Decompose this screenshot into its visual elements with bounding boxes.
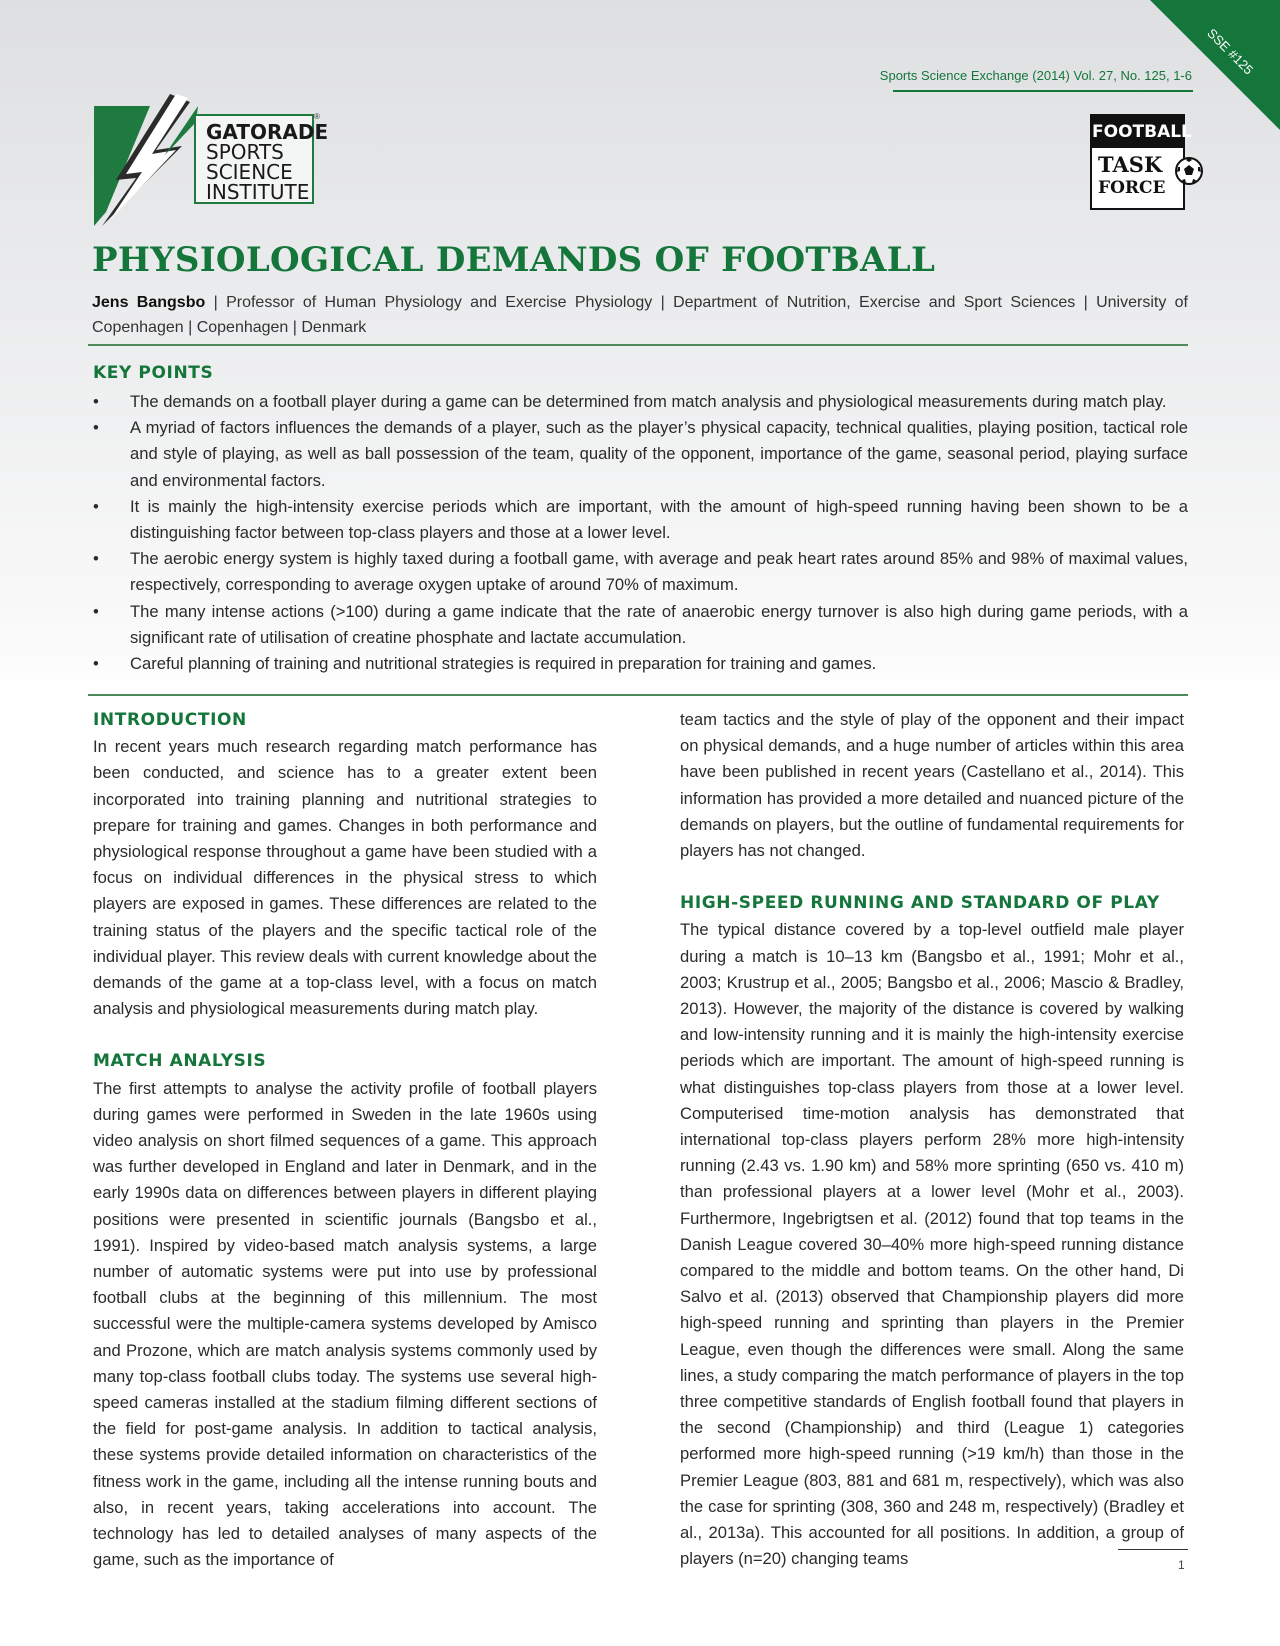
- key-points-list: [93, 389, 1188, 677]
- right-column: [680, 707, 1184, 1573]
- match-analysis-heading: MATCH ANALYSIS: [93, 1051, 267, 1072]
- registered-mark: ®: [314, 112, 320, 121]
- key-points-section: [93, 363, 1188, 677]
- football-task-force-badge: [1090, 114, 1200, 210]
- high-speed-running-paragraph: The typical distance covered by a top-level outfield male player during a match is 10–13 km (Bangsbo et al., 1991; Mohr et al., 2003; Krustrup et al., 2005; Bangsbo et al., 2006; Mascio & Bradley, 2013). However, the majority of the distance is covered by walking and low-intensity running and it is mainly the high-intensity exercise periods which are important. The amount of high-speed running is what distinguishes top-class players from those at a lower level. Computerised time-motion analysis has demonstrated that international top-class players perform 28% more high-intensity running (2.43 vs. 1.90 km) and 58% more sprinting (650 vs. 410 m) than professional players at a lower level (Mohr et al., 2003). Furthermore, Ingebrigtsen et al. (2012) found that top teams in the Danish League covered 30–40% more high-speed running distance compared to the middle and bottom teams. On the other hand, Di Salvo et al. (2013) observed that Championship players did more high-speed running and sprinting than players in the Premier League, even though the differences were small. Along the same lines, a study comparing the match performance of players in the top three competitive standards of English football found that players in the second (Championship) and third (League 1) categories performed more high-speed running (>19 km/h) than those in the Premier League (803, 881 and 681 m, respectively), which was also the case for sprinting (308, 360 and 248 m, respectively) (Bradley et al., 2013a). This accounted for all positions. In addition, a group of players (n=20) changing teams: [680, 920, 1184, 1569]
- introduction-paragraph: In recent years much research regarding match performance has been conducted, and science has to a greater extent been incorporated into training planning and nutritional strategies to prepare for training and games. Changes in both performance and physiological response throughout a game have been studied with a focus on individual differences in the physical stress to which players are exposed in games. These differences are related to the training status of the players and the specific tactical role of the individual player. This review deals with current knowledge about the demands of the game at a top-class level, with a focus on match analysis and physiological measurements during match play.: [93, 737, 597, 1019]
- logo-line-gatorade: GATORADE: [206, 120, 329, 144]
- badge-task-label: TASK: [1098, 152, 1163, 177]
- issue-label: SSE #125: [1204, 25, 1257, 78]
- key-point-item: • It is mainly the high-intensity exercise periods which are important, with the amount of high-speed running having been shown to be a distinguishing factor between top-class players and those at a lower level.: [93, 494, 1188, 546]
- logo-line-institute: INSTITUTE: [206, 180, 310, 204]
- introduction-heading: INTRODUCTION: [93, 710, 247, 730]
- badge-force-label: FORCE: [1098, 178, 1166, 198]
- author-byline: [92, 290, 1188, 340]
- logo-wordmark: [194, 114, 329, 204]
- gatorade-logo: [92, 94, 332, 226]
- left-column: [93, 707, 597, 1574]
- lightning-bolt-icon: [92, 94, 202, 226]
- key-point-item: • The demands on a football player during a game can be determined from match analysis and physiological measurements during match play.: [93, 389, 1188, 415]
- badge-football-label: FOOTBALL: [1092, 116, 1183, 148]
- page-number: 1: [1178, 1558, 1185, 1572]
- corner-ribbon: [1150, 0, 1280, 130]
- author-name: Jens Bangsbo: [92, 294, 206, 311]
- key-point-item: • The many intense actions (>100) during a game indicate that the rate of anaerobic energy turnover is also high during game periods, with a significant rate of utilisation of creatine phosphate and lactate accumulation.: [93, 599, 1188, 651]
- logo-line-science: SCIENCE: [206, 160, 293, 184]
- title-divider: [88, 344, 1188, 346]
- article-title: PHYSIOLOGICAL DEMANDS OF FOOTBALL: [92, 240, 936, 280]
- key-point-item: • Careful planning of training and nutritional strategies is required in preparation for training and games.: [93, 651, 1188, 677]
- citation-divider: [893, 90, 1193, 92]
- author-affiliation: | Professor of Human Physiology and Exercise Physiology | Department of Nutrition, Exercise and Sport Sciences | University of Copenhagen | Copenhagen | Denmark: [92, 294, 1188, 336]
- key-point-item: • The aerobic energy system is highly taxed during a football game, with average and peak heart rates around 85% and 98% of maximal values, respectively, corresponding to average oxygen uptake of around 70% of maximum.: [93, 546, 1188, 598]
- soccer-ball-icon: [1174, 156, 1204, 186]
- match-analysis-paragraph: The first attempts to analyse the activity profile of football players during games were performed in Sweden in the late 1960s using video analysis on short filmed sequences of a game. This approach was further developed in England and later in Denmark, and in the early 1990s data on differences between players in different playing positions were presented in scientific journals (Bangsbo et al., 1991). Inspired by video-based match analysis systems, a large number of automatic systems were put into use by professional football clubs at the beginning of this millennium. The most successful were the multiple-camera systems developed by Amisco and Prozone, which are match analysis systems commonly used by many top-class football clubs today. The systems use several high-speed cameras installed at the stadium filming different sections of the field for post-game analysis. In addition to tactical analysis, these systems provide detailed information on characteristics of the fitness work in the game, including all the intense running bouts and also, in recent years, taking accelerations into account. The technology has led to detailed analyses of many aspects of the game, such as the importance of: [93, 1078, 597, 1570]
- logo-line-sports: SPORTS: [206, 140, 284, 164]
- key-point-item: • A myriad of factors influences the demands of a player, such as the player’s physical capacity, technical qualities, playing position, tactical role and style of playing, as well as ball possession of the team, quality of the opponent, importance of the game, seasonal period, playing surface and environmental factors.: [93, 415, 1188, 494]
- key-points-heading: KEY POINTS: [93, 363, 214, 383]
- high-speed-running-heading: HIGH-SPEED RUNNING AND STANDARD OF PLAY: [680, 893, 1160, 914]
- key-points-divider: [88, 694, 1188, 696]
- journal-citation: Sports Science Exchange (2014) Vol. 27, No. 125, 1-6: [879, 68, 1192, 83]
- footer-rule: [1118, 1549, 1188, 1550]
- badge-frame: [1090, 114, 1192, 210]
- continued-paragraph: team tactics and the style of play of the opponent and their impact on physical demands, and a huge number of articles within this area have been published in recent years (Castellano et al., 2014). This information has provided a more detailed and nuanced picture of the demands on players, but the outline of fundamental requirements for players has not changed.: [680, 710, 1184, 861]
